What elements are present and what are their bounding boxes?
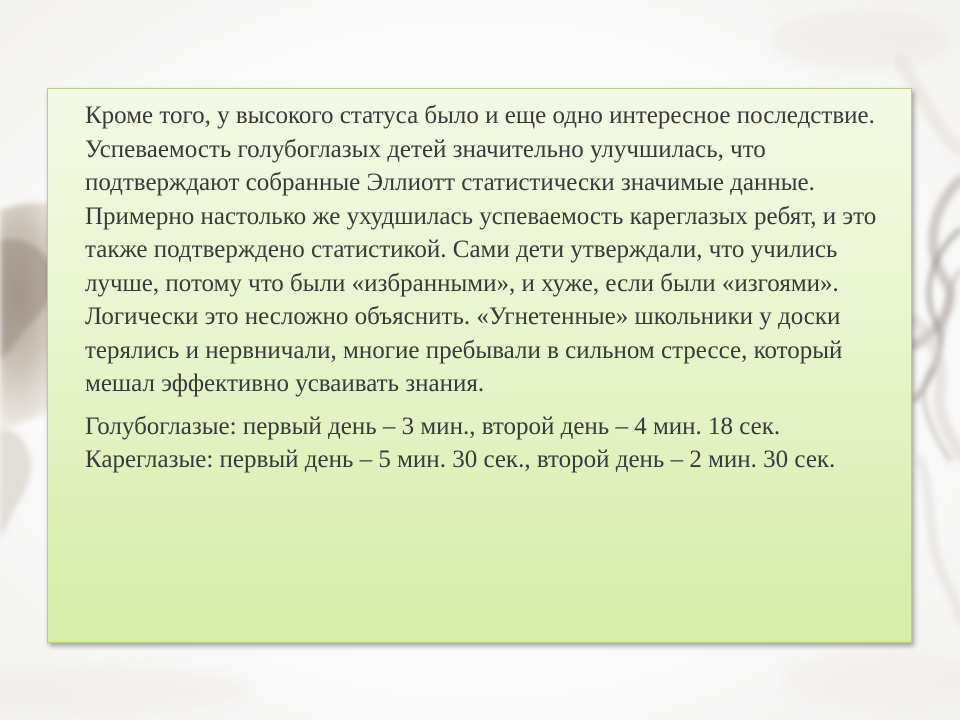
- result-blue-eyed: Голубоглазые: первый день – 3 мин., второй день – 4 мин. 18 сек.: [85, 412, 781, 440]
- main-paragraph: Кроме того, у высокого статуса было и еще одно интересное последствие. Успеваемость голубоглазых детей значительно улучшилась, что подтверждают собранные Эллиотт статистически значимые данные. Примерно настолько же ухудшилась успеваемость кареглазых ребят, и это также подтверждено статистикой. Сами дети утверждали, что учились лучше, потому что были «избранными», и хуже, если были «изгоями». Логически это несложно объяснить. «Угнетенные» школьники у доски терялись и нервничали, многие пребывали в сильном стрессе, который мешал эффективно усваивать знания.: [85, 102, 877, 397]
- content-text-box: [47, 88, 912, 643]
- result-brown-eyed: Кареглазые: первый день – 5 мин. 30 сек., второй день – 2 мин. 30 сек.: [85, 446, 836, 473]
